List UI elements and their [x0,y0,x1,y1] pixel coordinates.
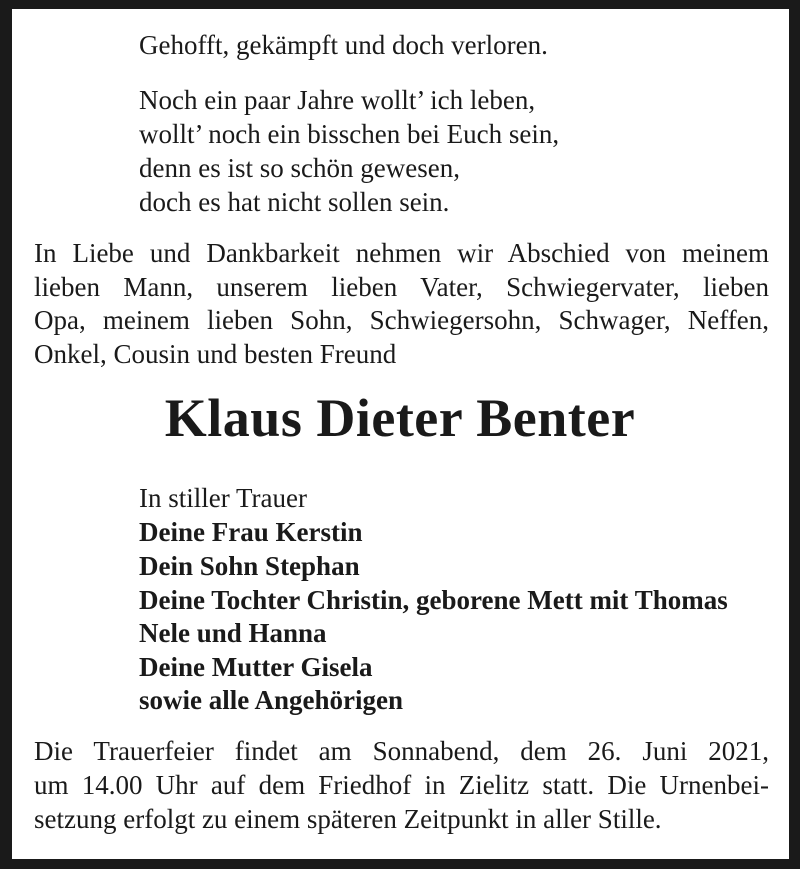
mourner: Deine Tochter Christin, geborene Mett mit Thomas [139,585,728,615]
ceremony-line: Die Trauerfeier findet am Sonnabend, dem 26. Juni 2021, [34,736,769,766]
mourner: Dein Sohn Stephan [139,551,360,581]
ceremony-line: setzung erfolgt zu einem späteren Zeitpunkt in aller Stille. [34,804,662,834]
poem-line: wollt’ noch ein bisschen bei Euch sein, [139,119,560,149]
intro-line: lieben Mann, unserem lieben Vater, Schwiegervater, lieben [34,272,769,302]
mourning-intro: In stiller Trauer [139,483,307,513]
intro-line: Opa, meinem lieben Sohn, Schwiegersohn, Schwager, Neffen, [34,305,769,335]
poem-line: denn es ist so schön gewesen, [139,153,460,183]
mourner: Deine Frau Kerstin [139,517,363,547]
poem-line: Noch ein paar Jahre wollt’ ich leben, [139,85,536,115]
mourner: sowie alle Angehörigen [139,685,403,715]
poem-line: doch es hat nicht sollen sein. [139,187,450,217]
motto: Gehofft, gekämpft und doch verloren. [139,30,548,60]
ceremony-line: um 14.00 Uhr auf dem Friedhof in Zielitz statt. Die Urnenbei- [34,770,769,800]
intro-line: Onkel, Cousin und besten Freund [34,339,397,369]
mourner: Nele und Hanna [139,618,327,648]
intro-line: In Liebe und Dankbarkeit nehmen wir Abschied von meinem [34,238,769,268]
deceased-name: Klaus Dieter Benter [164,388,636,448]
mourner: Deine Mutter Gisela [139,652,373,682]
